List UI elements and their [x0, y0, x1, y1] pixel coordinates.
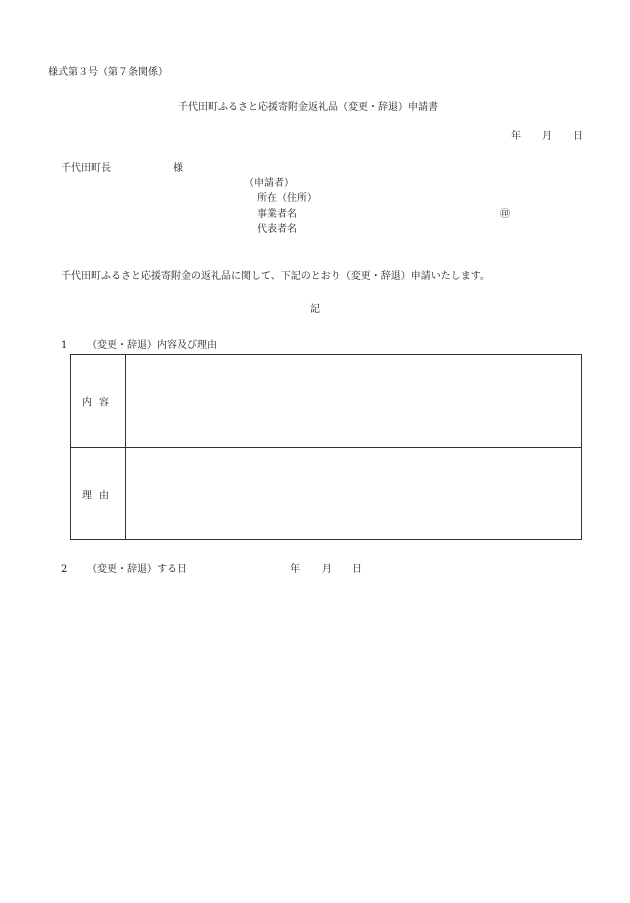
content-value-cell[interactable]: [126, 355, 581, 447]
details-table: [70, 354, 582, 540]
applicant-heading: （申請者）: [244, 178, 294, 189]
reason-label: 理由: [82, 490, 116, 501]
content-label: 内容: [82, 397, 116, 409]
business-name-label: 事業者名: [257, 209, 297, 220]
reason-label-cell: [71, 448, 126, 539]
date-month-label: 月: [542, 131, 552, 142]
addressee-honorific: 様: [173, 163, 183, 174]
item1-number: 1: [61, 340, 68, 351]
date-year-label: 年: [511, 131, 521, 142]
document-title: 千代田町ふるさと応援寄附金返礼品（変更・辞退）申請書: [178, 102, 438, 113]
application-statement: 千代田町ふるさと応援寄附金の返礼品に関して、下記のとおり（変更・辞退）申請いたします。: [61, 271, 490, 282]
seal-mark: ㊞: [500, 209, 510, 220]
item1-heading: （変更・辞退）内容及び理由: [87, 340, 217, 351]
content-row: [71, 355, 581, 448]
form-number: 様式第３号（第７条関係）: [48, 67, 168, 78]
date-day-label: 日: [573, 131, 583, 142]
addressee-name: 千代田町長: [61, 163, 111, 174]
ki-heading: 記: [310, 304, 320, 315]
item2-number: 2: [61, 564, 68, 575]
item2-year-label: 年: [290, 564, 300, 575]
address-label: 所在（住所）: [257, 193, 317, 204]
content-label-cell: [71, 355, 126, 447]
reason-value-cell[interactable]: [126, 448, 581, 539]
item2-heading: （変更・辞退）する日: [87, 564, 187, 575]
item2-month-label: 月: [322, 564, 332, 575]
item2-day-label: 日: [352, 564, 362, 575]
representative-label: 代表者名: [257, 224, 297, 235]
reason-row: [71, 448, 581, 539]
